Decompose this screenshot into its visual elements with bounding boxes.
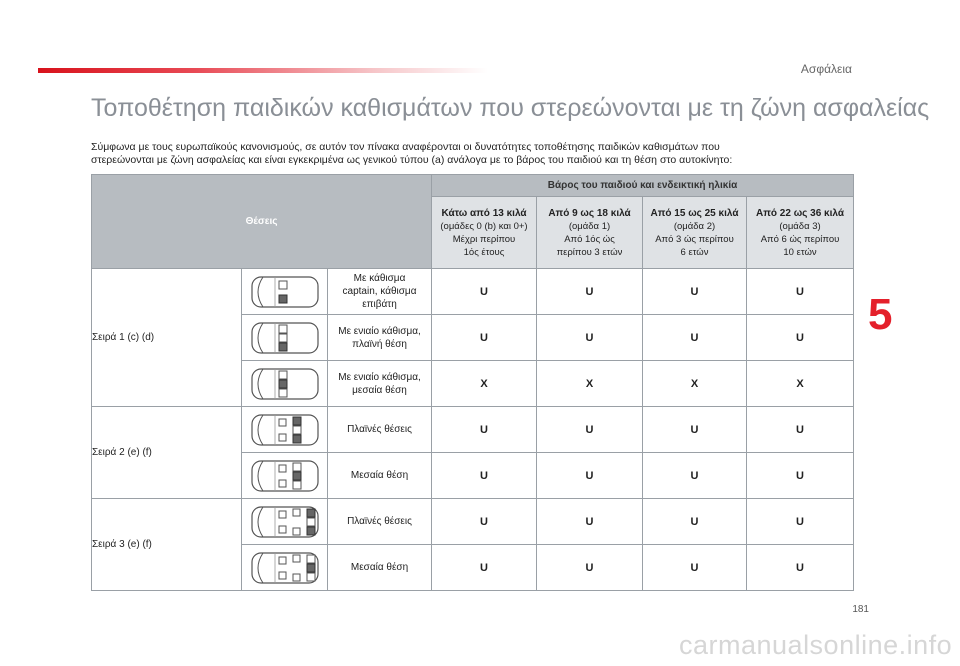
seat-label: Με ενιαίο κάθισμα, μεσαία θέση [328, 361, 432, 407]
van-seat-diagram-icon [242, 453, 328, 499]
page-number: 181 [852, 604, 869, 615]
seat-value: U [432, 269, 537, 315]
table-row [92, 499, 854, 545]
row-label: Σειρά 3 (e) (f) [92, 499, 242, 591]
positions-header: Θέσεις [92, 175, 432, 269]
seat-value: U [747, 407, 854, 453]
watermark: carmanualsonline.info [679, 630, 953, 660]
seat-value: U [537, 499, 643, 545]
van-seat-diagram-icon [242, 315, 328, 361]
weight-header: Βάρος του παιδιού και ενδεικτική ηλικία [432, 175, 854, 197]
seat-label: Πλαϊνές θέσεις [328, 499, 432, 545]
seat-value: U [432, 545, 537, 591]
seat-label: Με ενιαίο κάθισμα, πλαϊνή θέση [328, 315, 432, 361]
seat-value: U [537, 545, 643, 591]
seat-value: X [643, 361, 747, 407]
group-header: Από 9 ως 18 κιλά (ομάδα 1) Από 1ός ώς περίπου 3 ετών [537, 197, 643, 269]
seat-value: U [643, 545, 747, 591]
van-seat-diagram-icon [242, 269, 328, 315]
van-seat-diagram-icon [242, 407, 328, 453]
child-seat-table [91, 174, 854, 591]
group-header: Από 22 ως 36 κιλά (ομάδα 3) Από 6 ώς περίπου 10 ετών [747, 197, 854, 269]
table-row [92, 269, 854, 315]
seat-value: U [432, 407, 537, 453]
group-header: Κάτω από 13 κιλά (ομάδες 0 (b) και 0+) Μέχρι περίπου 1ός έτους [432, 197, 537, 269]
seat-label: Μεσαία θέση [328, 545, 432, 591]
van-seat-diagram-icon [242, 499, 328, 545]
seat-value: U [747, 499, 854, 545]
seat-value: U [747, 269, 854, 315]
header-accent-bar [38, 68, 488, 73]
intro-line: στερεώνονται με ζώνη ασφαλείας και είναι εγκεκριμένα ως γενικού τύπου (a) ανάλογα με το βάρος του παιδιού και τη θέση στο αυτοκίνητο: [91, 154, 733, 166]
chapter-number: 5 [868, 290, 893, 339]
intro-text [91, 141, 861, 167]
seat-value: X [537, 361, 643, 407]
van-seat-diagram-icon [242, 545, 328, 591]
seat-value: U [643, 407, 747, 453]
page-title: Τοποθέτηση παιδικών καθισμάτων που στερεώνονται με τη ζώνη ασφαλείας [91, 94, 930, 122]
seat-value: U [747, 545, 854, 591]
group-header: Από 15 ως 25 κιλά (ομάδα 2) Από 3 ώς περίπου 6 ετών [643, 197, 747, 269]
seat-value: U [643, 453, 747, 499]
seat-value: U [643, 269, 747, 315]
seat-value: U [537, 269, 643, 315]
seat-value: U [747, 453, 854, 499]
seat-value: U [432, 453, 537, 499]
seat-value: X [747, 361, 854, 407]
seat-value: U [432, 315, 537, 361]
seat-value: X [432, 361, 537, 407]
van-seat-diagram-icon [242, 361, 328, 407]
seat-label: Πλαϊνές θέσεις [328, 407, 432, 453]
seat-value: U [643, 315, 747, 361]
seat-value: U [747, 315, 854, 361]
section-title: Ασφάλεια [800, 62, 852, 76]
seat-label: Μεσαία θέση [328, 453, 432, 499]
seat-value: U [432, 499, 537, 545]
table-row [92, 407, 854, 453]
seat-value: U [643, 499, 747, 545]
seat-value: U [537, 407, 643, 453]
seat-value: U [537, 315, 643, 361]
row-label: Σειρά 2 (e) (f) [92, 407, 242, 499]
seat-label: Με κάθισμα captain, κάθισμα επιβάτη [328, 269, 432, 315]
row-label: Σειρά 1 (c) (d) [92, 269, 242, 407]
seat-value: U [537, 453, 643, 499]
intro-line: Σύμφωνα με τους ευρωπαϊκούς κανονισμούς, σε αυτόν τον πίνακα αναφέρονται οι δυνατότητες τοποθέτησης παιδικών καθισμάτων που [91, 141, 720, 153]
